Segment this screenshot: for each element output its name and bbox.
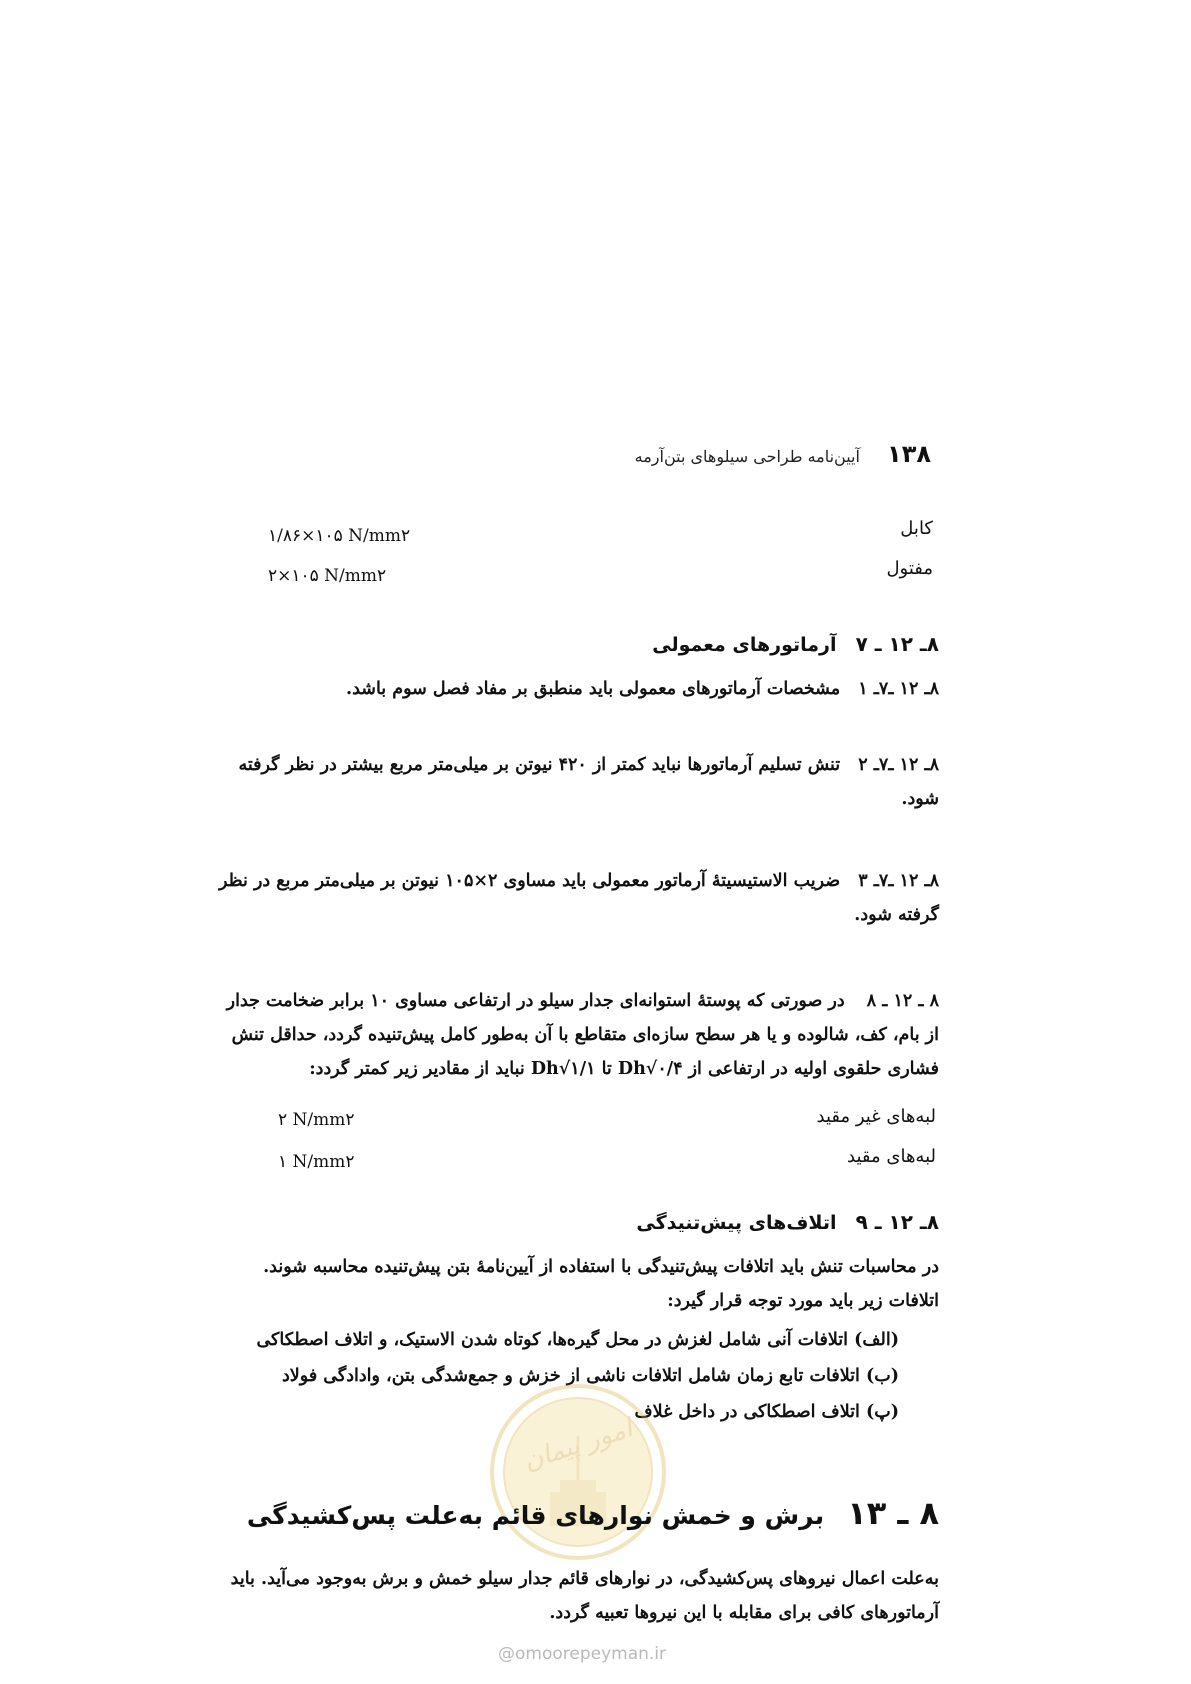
losses-text: در محاسبات تنش باید اتلافات پیش‌تنیدگی با استفاده از آیین‌نامهٔ بتن پیش‌تنیده محاسبه شوند.	[263, 1257, 939, 1277]
edge-value-unrestrained: ۲ N/mm۲	[278, 1110, 355, 1130]
clause-text: مشخصات آرماتورهای معمولی باید منطبق بر مفاد فصل سوم باشد.	[346, 679, 841, 699]
clause-number: ۸ ـ ۱۲ ـ ۸	[866, 991, 939, 1011]
shear-bending-paragraph	[199, 1562, 939, 1630]
clause-8-12-8	[219, 984, 939, 1086]
stamp-logo	[488, 1382, 668, 1562]
modulus-value-wire: ۲×۱۰۵ N/mm۲	[268, 566, 387, 586]
clause-number: ۸ـ ۱۲ ـ۷ـ ۱	[858, 679, 939, 699]
modulus-label-wire: مفتول	[886, 558, 933, 579]
section-heading-8-13	[219, 1494, 939, 1532]
page-number: ۱۳۸	[887, 440, 931, 468]
section-title: برش و خمش نوارهای قائم به‌علت پس‌کشیدگی	[246, 1501, 825, 1530]
loss-item-c: (پ) اتلاف اصطکاکی در داخل غلاف	[634, 1402, 899, 1422]
shear-bending-text: به‌علت اعمال نیروهای پس‌کشیدگی، در نوارهای قائم جدار سیلو خمش و برش به‌وجود می‌آید. باید آرماتورهای کافی برای مقابله با این نیروها تعبیه گردد.	[230, 1569, 939, 1623]
section-number: ۸ـ ۱۲ ـ ۹	[855, 1210, 939, 1234]
modulus-label-cable: کابل	[900, 518, 933, 539]
section-title: آرماتورهای معمولی	[652, 634, 837, 656]
edge-label-unrestrained: لبه‌های غیر مقید	[816, 1106, 936, 1127]
loss-item-a: (الف) اتلافات آنی شامل لغزش در محل گیره‌ها، کوتاه شدن الاستیک، و اتلاف اصطکاکی	[256, 1330, 899, 1350]
site-watermark: @omoorepeyman.ir	[498, 1644, 667, 1664]
edge-label-restrained: لبه‌های مقید	[847, 1146, 936, 1167]
clause-number: ۸ـ ۱۲ ـ۷ـ ۳	[858, 871, 939, 891]
clause-8-12-7-3	[219, 864, 939, 932]
losses-intro-text: اتلافات زیر باید مورد توجه قرار گیرد:	[667, 1291, 939, 1311]
loss-item-b: (ب) اتلافات تابع زمان شامل اتلافات ناشی از خزش و جمع‌شدگی بتن، وادادگی فولاد	[282, 1366, 899, 1386]
losses-paragraph	[219, 1250, 939, 1284]
clause-8-12-7-2	[219, 748, 939, 816]
losses-intro	[219, 1284, 939, 1318]
book-title: آیین‌نامه طراحی سیلوهای بتن‌آرمه	[634, 447, 860, 466]
stamp-seal-icon	[488, 1382, 668, 1562]
clause-text: در صورتی که پوستهٔ استوانه‌ای جدار سیلو در ارتفاعی مساوی ۱۰ برابر ضخامت جدار از بام، کف، شالوده و یا هر سطح سازه‌ای متقاطع با آن به‌طور کامل پیش‌تنیده گردد، حداقل تنش فشاری حلقوی اولیه در ارتفاعی از ۰/۴√Dh تا ۱/۱√Dh نباید از مقادیر زیر کمتر گردد:	[226, 991, 939, 1079]
section-heading-8-12-7	[239, 632, 939, 656]
stamp-text: امور پیمان	[519, 1413, 637, 1477]
page-header	[231, 440, 931, 468]
section-number: ۸ ـ ۱۳	[847, 1494, 939, 1532]
clause-8-12-7-1	[239, 672, 939, 706]
clause-text: ضریب الاستیسیتهٔ آرماتور معمولی باید مساوی ۲×۱۰۵ نیوتن بر میلی‌متر مربع در نظر گرفته شود.	[218, 871, 939, 925]
clause-text: تنش تسلیم آرماتورها نباید کمتر از ۴۲۰ نیوتن بر میلی‌متر مربع بیشتر در نظر گرفته شود.	[238, 755, 939, 809]
modulus-value-cable: ۱/۸۶×۱۰۵ N/mm۲	[268, 526, 411, 546]
edge-value-restrained: ۱ N/mm۲	[278, 1152, 355, 1172]
clause-number: ۸ـ ۱۲ ـ۷ـ ۲	[858, 755, 939, 775]
section-number: ۸ـ ۱۲ ـ ۷	[855, 632, 939, 656]
section-heading-8-12-9	[239, 1210, 939, 1234]
section-title: اتلاف‌های پیش‌تنیدگی	[636, 1212, 837, 1234]
